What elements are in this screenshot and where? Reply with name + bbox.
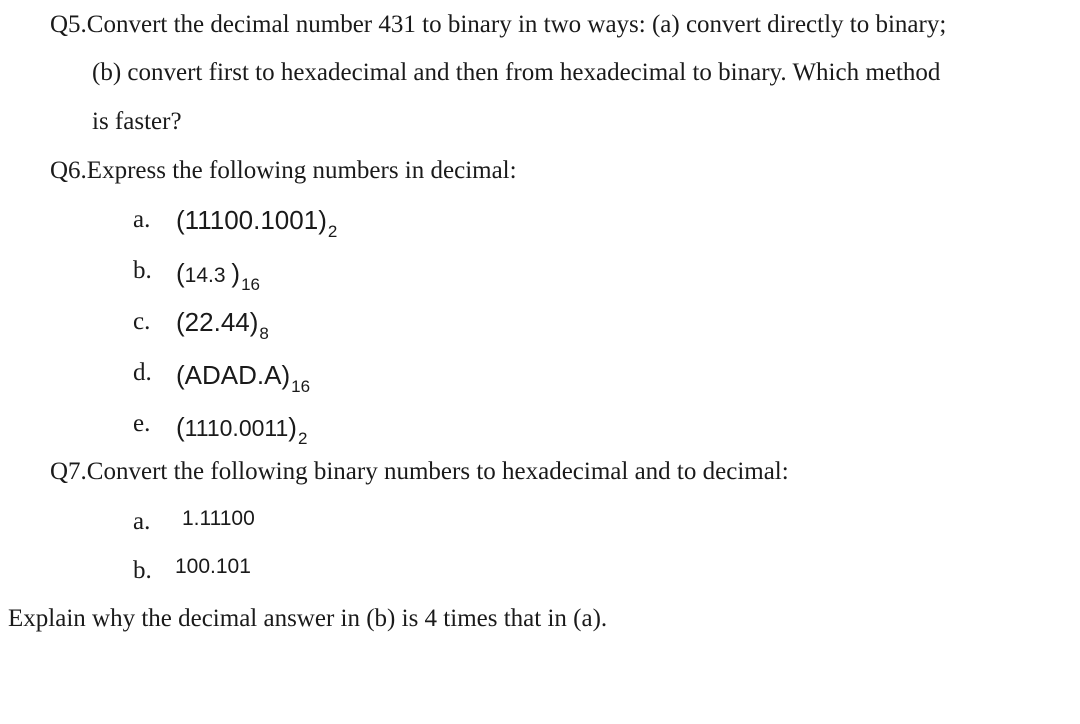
- q6-item-b-letter: b.: [133, 257, 152, 284]
- q6-item-c-value: 22.44: [184, 307, 250, 337]
- q6-item-c-expression: [176, 307, 269, 341]
- q5-text-line-1: Q5.Convert the decimal number 431 to binary in two ways: (a) convert directly to binary;: [50, 11, 947, 38]
- q7-item-b-value: 100.101: [175, 555, 251, 578]
- q6-stem: Q6.Express the following numbers in decimal:: [50, 157, 517, 184]
- q7-item-a-letter: a.: [133, 508, 151, 535]
- open-paren: (: [176, 258, 185, 288]
- closing-question: Explain why the decimal answer in (b) is 4 times that in (a).: [8, 605, 608, 632]
- q5-text-line-3: is faster?: [92, 108, 182, 135]
- q6-item-c-base: 8: [259, 324, 269, 343]
- close-paren: ): [318, 205, 327, 235]
- q6-item-a-value: 11100.1001: [184, 205, 319, 235]
- q6-item-a-letter: a.: [133, 206, 151, 233]
- q5-text-line-2: (b) convert first to hexadecimal and then from hexadecimal to binary. Which method: [92, 59, 941, 86]
- q6-item-a-base: 2: [327, 222, 338, 241]
- q6-item-e-letter: e.: [133, 410, 151, 437]
- q6-item-a-expression: [176, 205, 337, 239]
- q6-item-e-expression: [176, 412, 307, 446]
- q6-item-c-letter: c.: [133, 308, 151, 335]
- close-paren: ): [288, 412, 297, 442]
- q6-item-d-expression: [176, 360, 310, 394]
- q6-item-d-letter: d.: [133, 359, 152, 386]
- q6-item-d-base: 16: [291, 377, 311, 396]
- open-paren: (: [176, 307, 185, 337]
- q6-item-b-expression: [176, 258, 260, 292]
- open-paren: (: [176, 360, 185, 390]
- close-paren: ): [281, 360, 291, 390]
- q7-item-a-value: 1.11100: [182, 507, 255, 530]
- q7-stem: Q7.Convert the following binary numbers to hexadecimal and to decimal:: [50, 458, 789, 485]
- q7-item-b-letter: b.: [133, 557, 152, 584]
- close-paren: ): [231, 258, 241, 288]
- q6-item-b-value: 14.3: [184, 264, 226, 287]
- open-paren: (: [176, 412, 185, 442]
- q6-item-e-value: 1110.0011: [184, 415, 289, 441]
- q6-item-b-base: 16: [241, 275, 260, 294]
- q6-item-d-value: ADAD.A: [184, 360, 282, 390]
- q6-item-e-base: 2: [297, 429, 308, 448]
- close-paren: ): [249, 307, 259, 337]
- open-paren: (: [176, 205, 185, 235]
